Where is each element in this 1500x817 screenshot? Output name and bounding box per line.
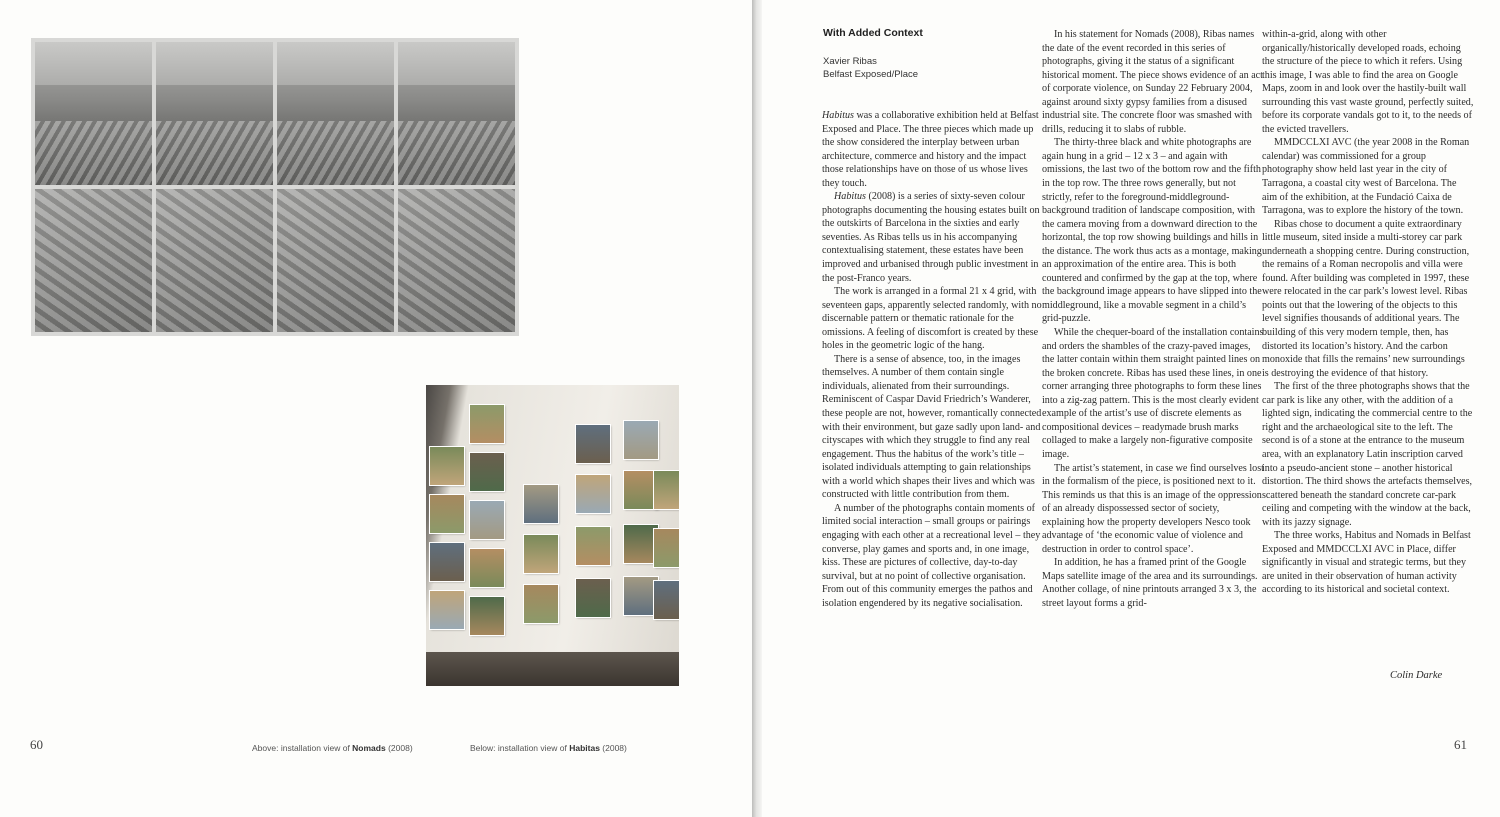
pane-sky: [35, 42, 152, 85]
article-author: Colin Darke: [1390, 670, 1443, 681]
caption-above-suffix: (2008): [385, 743, 413, 753]
habitas-print: [654, 471, 679, 509]
col3-paragraph-3: Ribas chose to document a quite extraordinary little museum, sited inside a multi-storey car park underneath a shopping centre. During construction, the remains of a Roman necropolis and villa were found. After building was completed in 1997, these were relocated in the car park’s lowest level. Ribas points out that the lowering of the objects to this level signifies thousands of additional years. The building of this very modern temple, then, has distorted its location’s history. And the carbon monoxide that fills the remains’ new surroundings is destroying the evidence of that history.: [1262, 218, 1470, 379]
pane-rubble: [398, 121, 515, 185]
article-venue: Belfast Exposed/Place: [823, 69, 919, 80]
col3-paragraph-2: MMDCCLXI AVC (the year 2008 in the Roman calendar) was commissioned for a group photography show held last year in the city of Tarragona, a coastal city west of Barcelona. The aim of the exhibition, at the Fundació Caixa de Tarragona, was to explore the history of the town.: [1262, 137, 1470, 217]
habitas-print: [430, 447, 464, 485]
habitas-print: [576, 527, 610, 565]
nomads-photo-pane: [156, 42, 273, 185]
habitas-print: [624, 421, 658, 459]
article-heading: With Added Context: [823, 27, 923, 39]
habitas-installation-photo: [426, 385, 679, 686]
pane-rubble: [35, 121, 152, 185]
habitas-print: [624, 577, 658, 615]
caption-below-prefix: Below: installation view of: [470, 743, 570, 753]
paragraph-text: (2008) is a series of sixty-seven colour photographs documenting the housing estates built on the outskirts of Barcelona in the sixties and early seventies. As Ribas tells us in his accompanying contextualising statement, these estates have been improved and urbanised through public investment in the post-Franco years.: [822, 191, 1040, 284]
caption-below-suffix: (2008): [599, 743, 627, 753]
col1-paragraph-5: A number of the photographs contain moments of limited social interaction – small groups or pairings engaging with each other at a recreational level – they converse, play games and sports and, in one image, kiss. These are pictures of collective, day-to-day survival, but at no point of collective organisation. From out of this community emerges the pathos and isolation engendered by its negative socialisation.: [822, 502, 1041, 609]
folio-right: 61: [1454, 737, 1467, 752]
habitas-print: [624, 471, 658, 509]
habitas-print: [470, 405, 504, 443]
nomads-installation-photo: [31, 38, 519, 336]
nomads-photo-pane: [277, 189, 394, 332]
habitas-print: [470, 597, 504, 635]
habitas-print: [430, 591, 464, 629]
col2-paragraph-4: The artist’s statement, in case we find ourselves lost in the formalism of the piece, is positioned next to it. This reminds us that this is an image of the oppression of an already dispossessed sector of society, explaining how the property developers Nesco took advantage of ‘the economic value of violence and destruction in order to control space’.: [1042, 462, 1264, 555]
caption-below-title: Habitas: [569, 743, 600, 753]
habitas-print: [654, 529, 679, 567]
folio-left: 60: [30, 737, 43, 752]
text-column-1: [822, 109, 1044, 610]
nomads-photo-pane: [35, 189, 152, 332]
col2-paragraph-5: In addition, he has a framed print of the Google Maps satellite image of the area and its surroundings. Another collage, of nine printouts arranged 3 x 3, the street layout forms a grid-: [1042, 557, 1258, 609]
habitas-print: [576, 579, 610, 617]
col1-paragraph-4: There is a sense of absence, too, in the images themselves. A number of them contain single individuals, alienated from their surroundings. Reminiscent of Caspar David Friedrich’s Wanderer, these people are not, however, romantically connected with their environment, but gaze sadly upon land- and cityscapes with which they struggle to find any real engagement. Thus the habitus of the work’s title – isolated individuals attempting to gain relationships with a world which shapes their lives and which was constructed with little contribution from them.: [822, 353, 1042, 501]
col3-paragraph-5: The three works, Habitus and Nomads in Belfast Exposed and MMDCCLXI AVC in Place, differ significantly in visual and strategic terms, but they are united in their observation of human activity according to its historical and societal context.: [1262, 530, 1471, 596]
col2-paragraph-1: In his statement for Nomads (2008), Ribas names the date of the event recorded in this series of photographs, giving it the status of a significant historical moment. The piece shows evidence of an act of corporate violence, on Sunday 22 February 2004, against around sixty gypsy families from a disused industrial site. The concrete floor was smashed with drills, reducing it to slabs of rubble.: [1042, 29, 1263, 135]
text-column-2: [1042, 28, 1264, 611]
col1-paragraph-2: [822, 190, 1044, 285]
caption-above-prefix: Above: installation view of: [252, 743, 353, 753]
nomads-photo-pane: [398, 189, 515, 332]
nomads-photo-pane: [156, 189, 273, 332]
pane-rubble: [156, 121, 273, 185]
col1-paragraph-1: [822, 109, 1044, 190]
habitas-print: [430, 543, 464, 581]
col3-paragraph-4: The first of the three photographs shows that the car park is like any other, with the addition of a lighted sign, indicating the commercial centre to the right and the archaeological site to the left. The second is of a stone at the entrance to the museum area, with an explanatory Latin inscription carved into a pseudo-ancient stone – another historical distortion. The third shows the artefacts themselves, scattered beneath the standard concrete car-park ceiling and competing with the window at the back, with its jazzy signage.: [1262, 381, 1473, 528]
book-gutter: [752, 0, 762, 817]
nomads-photo-pane: [398, 42, 515, 185]
pane-sky: [156, 42, 273, 85]
caption-above: [252, 743, 413, 753]
habitas-print: [576, 475, 610, 513]
article-artist: Xavier Ribas: [823, 56, 877, 67]
paragraph-text: was a collaborative exhibition held at Belfast Exposed and Place. The three pieces which made up the show considered the interplay between urban architecture, commerce and history and the impact those relationships have on those of us whose lives they touch.: [822, 110, 1039, 189]
caption-below: [470, 743, 627, 753]
col1-paragraph-3: The work is arranged in a formal 21 x 4 grid, with seventeen gaps, apparently selected randomly, with no discernable pattern or thematic rationale for the omissions. A feeling of discomfort is created by these holes in the geometric logic of the hang.: [822, 286, 1042, 352]
habitas-print: [654, 581, 679, 619]
italic-title: Habitus: [822, 110, 854, 121]
nomads-photo-pane: [35, 42, 152, 185]
text-column-3: [1262, 28, 1474, 597]
habitas-print: [470, 453, 504, 491]
italic-title: Habitus: [834, 191, 866, 203]
pane-rubble: [277, 121, 394, 185]
habitas-print: [524, 585, 558, 623]
habitas-print: [524, 535, 558, 573]
habitas-print: [470, 549, 504, 587]
nomads-photo-pane: [277, 42, 394, 185]
habitas-print: [470, 501, 504, 539]
col2-paragraph-2: The thirty-three black and white photographs are again hung in a grid – 12 x 3 – and again with omissions, the last two of the bottom row and the fifth in the top row. The three rows generally, but not strictly, refer to the foreground-middleground-background tradition of landscape composition, with the camera moving from a downward direction to the horizontal, the top row showing buildings and hills in the distance. The work thus acts as a montage, making an approximation of the entire area. This is both countered and confirmed by the gap at the top, where the background image appears to have slipped into the middleground, like a movable segment in a child’s grid-puzzle.: [1042, 137, 1262, 325]
pane-sky: [398, 42, 515, 85]
col2-paragraph-3: While the chequer-board of the installation contains and orders the shambles of the crazy-paved images, the latter contain within them straight painted lines on the broken concrete. Ribas has used these lines, in one corner arranging three photographs to form these lines into a zig-zag pattern. This is the most clearly evident example of the artist’s use of discrete elements as compositional devices – readymade brush marks collaged to make a largely non-figurative composite image.: [1042, 327, 1264, 460]
col3-paragraph-1: within-a-grid, along with other organically/historically developed roads, echoing the structure of the piece to which it refers. Using this image, I was able to find the area on Google Maps, zoom in and look over the hastily-built wall surrounding this vast waste ground, perfectly suited, before its corporate vandals got to it, to the needs of the evicted travellers.: [1262, 29, 1474, 135]
habitas-print: [576, 425, 610, 463]
gallery-floor: [426, 652, 679, 686]
caption-above-title: Nomads: [352, 743, 386, 753]
habitas-print: [524, 485, 558, 523]
pane-sky: [277, 42, 394, 85]
habitas-print: [430, 495, 464, 533]
habitas-print: [624, 525, 658, 563]
